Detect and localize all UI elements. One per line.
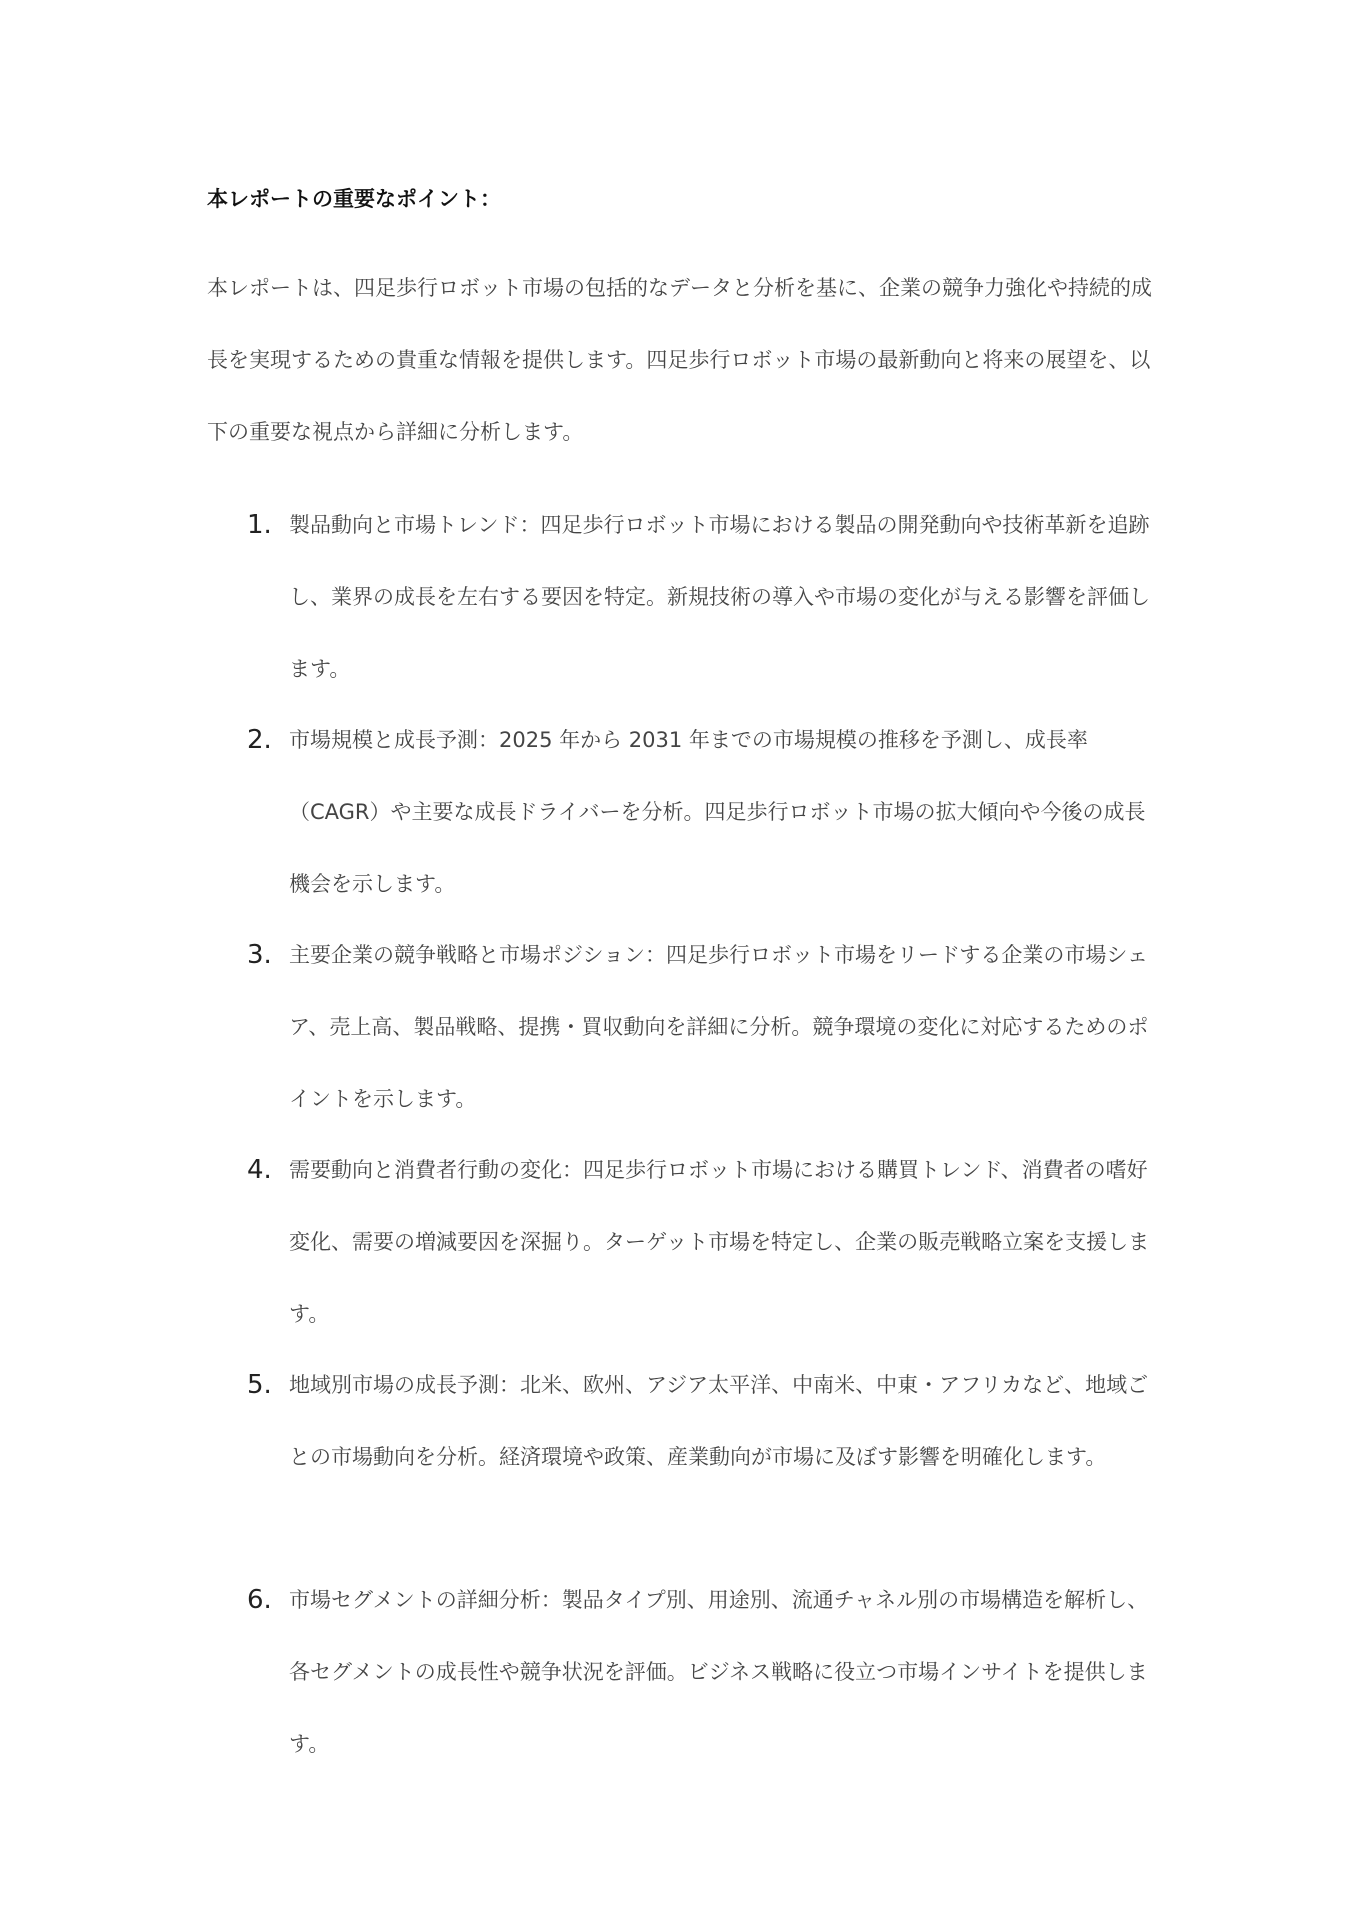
intro-paragraph: 本レポートは、四足歩行ロボット市場の包括的なデータと分析を基に、企業の競争力強化や持続的成長を実現するための貴重な情報を提供します。四足歩行ロボット市場の最新動向と将来の展望を、以下の重要な視点から詳細に分析します。: [207, 276, 1152, 444]
list-item-text: 需要動向と消費者行動の変化：四足歩行ロボット市場における購買トレンド、消費者の嗜好変化、需要の増減要因を深掘り。ターゲット市場を特定し、企業の販売戦略立案を支援します。: [289, 1158, 1150, 1326]
list-item-number: 2.: [247, 725, 272, 755]
list-item-text: 主要企業の競争戦略と市場ポジション：四足歩行ロボット市場をリードする企業の市場シェア、売上高、製品戦略、提携・買収動向を詳細に分析。競争環境の変化に対応するためのポイントを示します。: [289, 943, 1149, 1111]
section-heading: 本レポートの重要なポイント：: [207, 187, 501, 211]
list-item-number: 4.: [247, 1155, 272, 1185]
list-item-number: 3.: [247, 940, 272, 970]
list-item-number: 6.: [247, 1585, 272, 1615]
list-item-number: 1.: [247, 510, 272, 540]
list-item-text: 製品動向と市場トレンド：四足歩行ロボット市場における製品の開発動向や技術革新を追跡し、業界の成長を左右する要因を特定。新規技術の導入や市場の変化が与える影響を評価します。: [289, 513, 1150, 681]
list-item-text: 市場セグメントの詳細分析：製品タイプ別、用途別、流通チャネル別の市場構造を解析し、各セグメントの成長性や競争状況を評価。ビジネス戦略に役立つ市場インサイトを提供します。: [289, 1588, 1149, 1756]
list-item-number: 5.: [247, 1370, 272, 1400]
list-item-text: 地域別市場の成長予測：北米、欧州、アジア太平洋、中南米、中東・アフリカなど、地域ごとの市場動向を分析。経済環境や政策、産業動向が市場に及ぼす影響を明確化します。: [289, 1373, 1149, 1469]
list-item-text: 市場規模と成長予測：2025 年から 2031 年までの市場規模の推移を予測し、成長率（CAGR）や主要な成長ドライバーを分析。四足歩行ロボット市場の拡大傾向や今後の成長機会を示します。: [289, 728, 1146, 896]
